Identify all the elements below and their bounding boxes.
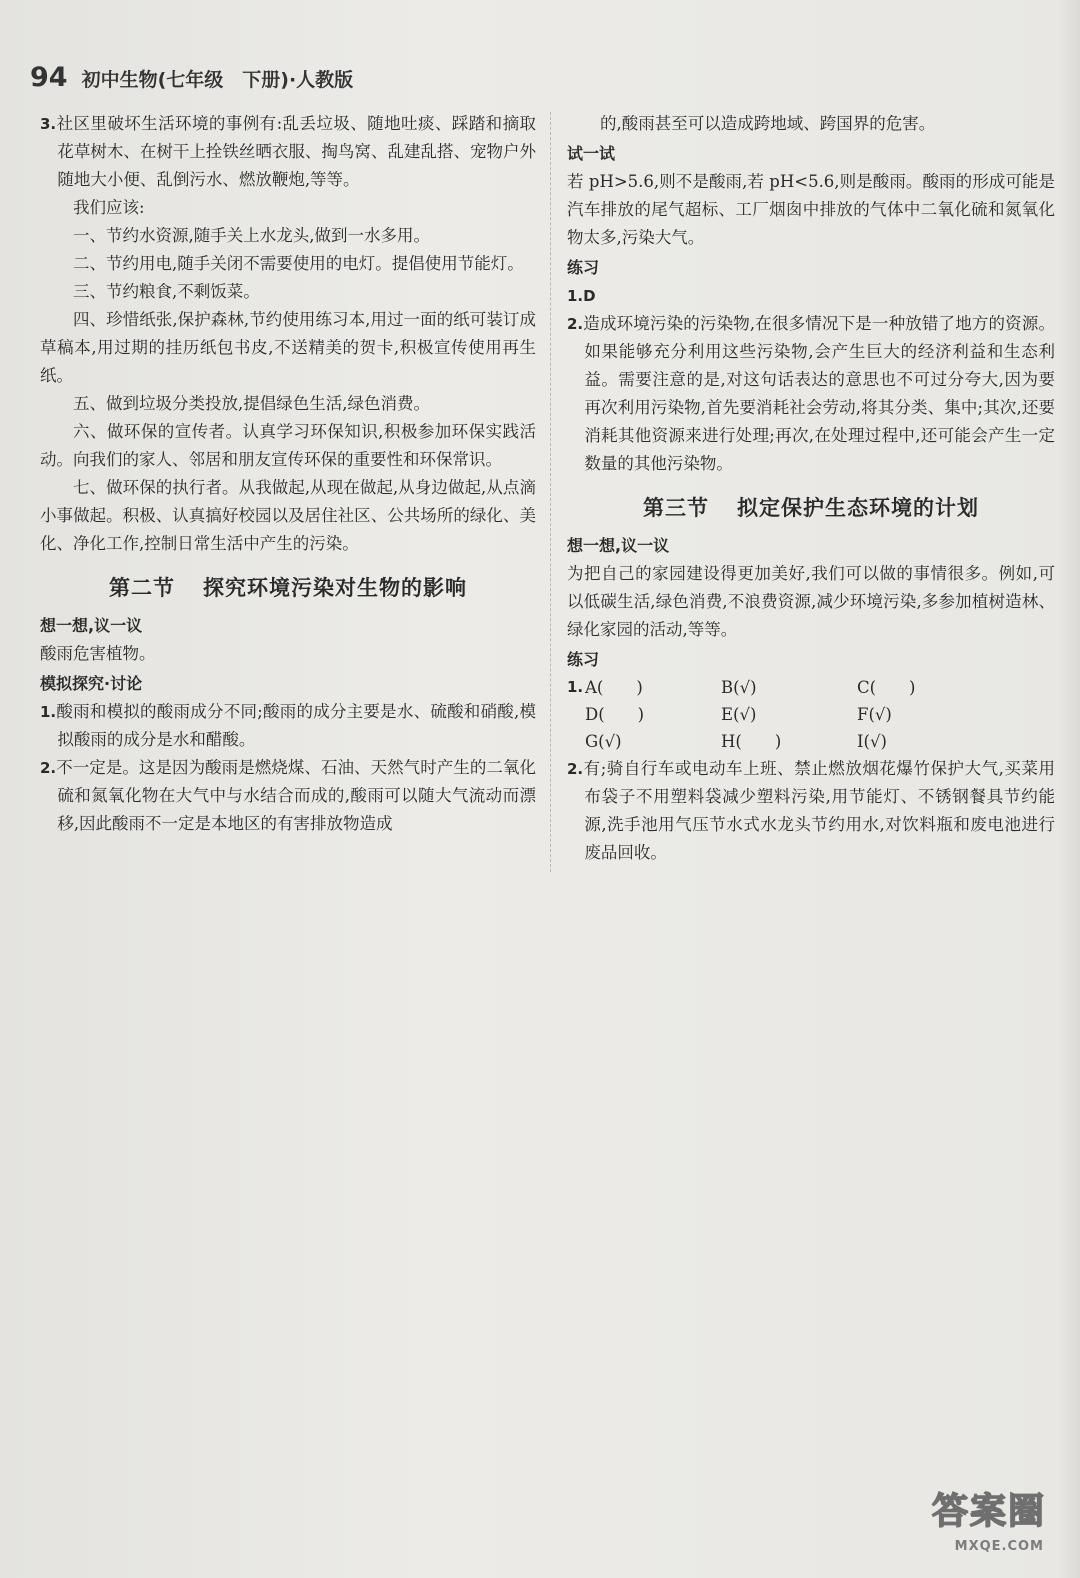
page-header [30, 62, 353, 96]
grid-cell-f: F(√) [857, 705, 892, 724]
practice-answer-2: 2.造成环境污染的污染物,在很多情况下是一种放错了地方的资源。如果能够充分利用这些污染物,会产生巨大的经济利益和生态利益。需要注意的是,对这句话表达的意思也不可过分夸大,因为要再次利用污染物,首先要消耗社会劳动,将其分类、集中;其次,还要消耗其他资源来进行处理;再次,在处理过程中,还可能会产生一定数量的其他污染物。 [567, 314, 1055, 473]
continued-text: 的,酸雨甚至可以造成跨地域、跨国界的危害。 [600, 114, 936, 133]
point-7: 七、做环保的执行者。从我做起,从现在做起,从身边做起,从点滴小事做起。积极、认真搞好校园以及居住社区、公共场所的绿化、美化、净化工作,控制日常生活中产生的污染。 [40, 478, 536, 553]
column-divider [550, 112, 551, 872]
watermark [896, 1488, 1066, 1568]
watermark-logo: 答案圈 [931, 1491, 1046, 1532]
point-6: 六、做环保的宣传者。认真学习环保知识,积极参加环保实践活动。向我们的家人、邻居和朋友宣传环保的重要性和环保常识。 [40, 422, 536, 469]
point-1: 一、节约水资源,随手关上水龙头,做到一水多用。 [73, 226, 430, 245]
right-column [567, 110, 1055, 867]
practice-heading: 练习 [567, 258, 600, 277]
grid-cell-h: H( ) [721, 732, 782, 751]
page-edge-shadow [1058, 0, 1080, 1578]
think-text-3: 为把自己的家园建设得更加美好,我们可以做的事情很多。例如,可以低碳生活,绿色消费,不浪费资源,减少环境污染,多参加植树造林、绿化家园的活动,等等。 [567, 564, 1055, 639]
grid-cell-g: G(√) [585, 732, 622, 751]
page-number: 94 [30, 62, 68, 93]
section-2-title: 第二节 探究环境污染对生物的影响 [109, 576, 467, 600]
point-4: 四、珍惜纸张,保护森林,节约使用练习本,用过一面的纸可装订成草稿本,用过期的挂历纸包书皮,不送精美的贺卡,积极宣传使用再生纸。 [40, 310, 536, 385]
simulation-heading: 模拟探究·讨论 [40, 674, 143, 693]
left-column [40, 110, 536, 838]
sim-answer-1: 1.酸雨和模拟的酸雨成分不同;酸雨的成分主要是水、硫酸和硝酸,模拟酸雨的成分是水和醋酸。 [40, 702, 536, 749]
practice-heading-3: 练习 [567, 650, 600, 669]
grid-cell-i: I(√) [857, 732, 887, 751]
try-text: 若 pH>5.6,则不是酸雨,若 pH<5.6,则是酸雨。酸雨的形成可能是汽车排放的尾气超标、工厂烟囱中排放的气体中二氧化硫和氮氧化物太多,污染大气。 [567, 172, 1055, 247]
practice-3-answer-2: 2.有;骑自行车或电动车上班、禁止燃放烟花爆竹保护大气,买菜用布袋子不用塑料袋减少塑料污染,用节能灯、不锈钢餐具节约能源,洗手池用气压节水式水龙头节约用水,对饮料瓶和废电池进行废品回收。 [567, 759, 1055, 862]
think-heading-3: 想一想,议一议 [567, 536, 670, 555]
book-title: 初中生物(七年级 下册)·人教版 [81, 69, 354, 91]
grid-cell-a: A( ) [585, 678, 643, 697]
answer-3: 3.社区里破坏生活环境的事例有:乱丢垃圾、随地吐痰、踩踏和摘取花草树木、在树干上拴铁丝晒衣服、掏鸟窝、乱建乱搭、宠物户外随地大小便、乱倒污水、燃放鞭炮,等等。 [40, 114, 536, 189]
point-5: 五、做到垃圾分类投放,提倡绿色生活,绿色消费。 [73, 394, 430, 413]
sim-answer-2: 2.不一定是。这是因为酸雨是燃烧煤、石油、天然气时产生的二氧化硫和氮氧化物在大气中与水结合而成的,酸雨可以随大气流动而漂移,因此酸雨不一定是本地区的有害排放物造成 [40, 758, 536, 833]
think-heading: 想一想,议一议 [40, 616, 143, 635]
grid-cell-e: E(√) [721, 705, 757, 724]
grid-number: 1. [567, 678, 584, 696]
practice-answer-1: 1.D [567, 287, 596, 305]
grid-cell-c: C( ) [857, 678, 916, 697]
point-3: 三、节约粮食,不剩饭菜。 [73, 282, 260, 301]
try-heading: 试一试 [567, 144, 616, 163]
we-should-label: 我们应该: [73, 198, 145, 217]
point-2: 二、节约用电,随手关闭不需要使用的电灯。提倡使用节能灯。 [73, 254, 524, 273]
grid-cell-d: D( ) [585, 705, 645, 724]
answer-grid [567, 674, 1055, 755]
section-3-title: 第三节 拟定保护生态环境的计划 [643, 496, 979, 520]
grid-cell-b: B(√) [721, 678, 757, 697]
watermark-site: MXQE.COM [954, 1539, 1044, 1554]
think-answer: 酸雨危害植物。 [40, 644, 156, 663]
